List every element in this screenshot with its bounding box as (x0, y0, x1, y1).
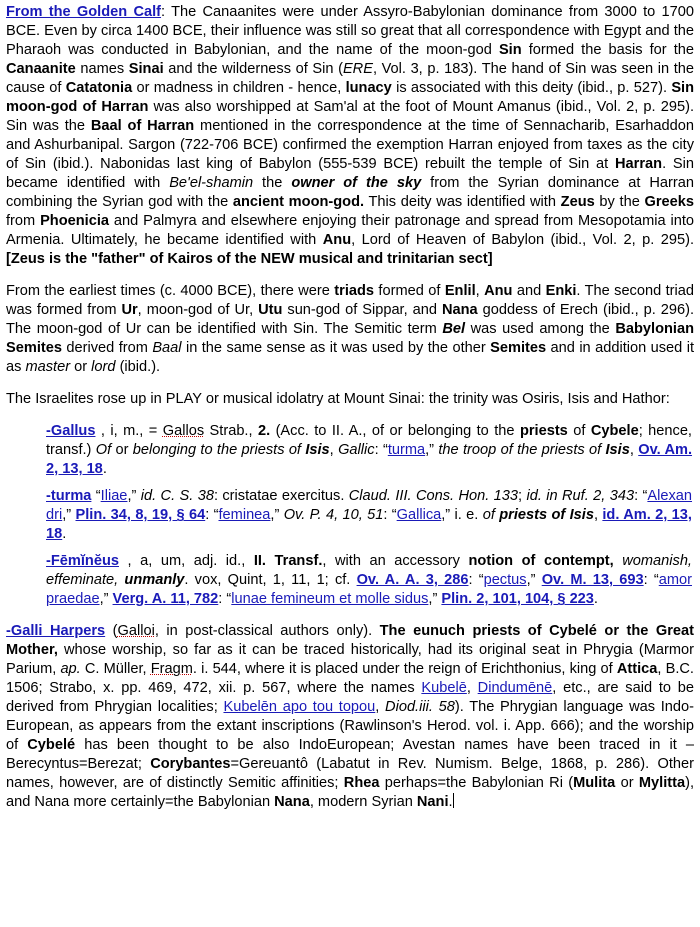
entry-turma: -turma “Iliae,” id. C. S. 38: cristatae exercitus. Claud. III. Cons. Hon. 133; id. in Ruf. 2, 343: “Alexan dri,” Plin. 34, 8, 19, § 64: “feminea,” Ov. P. 4, 10, 51: “Gallica,” i. e. of priests of Isis, id. Am. 2, 13, 18. (46, 488, 693, 542)
link-kubele[interactable]: Kubelē (421, 680, 467, 696)
link-amor-praedae[interactable]: amor praedae (46, 572, 692, 607)
link-iliae[interactable]: Iliae (100, 488, 128, 504)
link-feminea[interactable]: feminea (218, 507, 271, 523)
paragraph-golden-calf: From the Golden Calf: The Canaanites were under Assyro-Babylonian dominance from 3000 to 1700 BCE. Even by circa 1400 BCE, their influence was still so great that all correspondence with Egypt and the Pharaoh was conducted in Babylonian, and the name of the moon-god Sin formed the basis for the Canaanite names Sinai and the wilderness of Sin (ERE, Vol. 3, p. 183). The hand of Sin was seen in the cause of Catatonia or madness in children - hence, lunacy is associated with this deity (ibid., p. 527). Sin moon-god of Harran was also worshipped at Sam'al at the foot of Mount Amanus (ibid., Vol. 2, p. 295). Sin was the Baal of Harran mentioned in the correspondence at the time of Sennacharib, Esarhaddon and Ashurbanipal. Sargon (722-706 BCE) confirmed the exemption Harran enjoyed from taxes as the city of Sin (ibid.). Nabonidas last king of Babylon (555-539 BCE) rebuilt the temple of Sin at Harran. Sin became identified with Be'el-shamin the owner of the sky from the Syrian dominance at Harran combining the Syrian god with the ancient moon-god. This deity was identified with Zeus by the Greeks from Phoenicia and Palmyra and elsewhere enjoying their patronage and spread from Mesopotamia into Armenia. Ultimately, he became identified with Anu, Lord of Heaven of Babylon (ibid., Vol. 2, p. 295). [Zeus is the "father" of Kairos of the NEW musical and trinitarian sect] (6, 4, 695, 267)
heading-link-golden-calf[interactable]: From the Golden Calf (6, 4, 162, 20)
ref-link-ov-am[interactable]: Ov. Am. 2, 13, 18 (46, 442, 693, 477)
ref-link-ov-m[interactable]: Ov. M. 13, 693 (541, 572, 644, 588)
link-gallica[interactable]: Gallica (396, 507, 442, 523)
heading-link-galli-harpers[interactable]: -Galli Harpers (6, 623, 106, 639)
link-turma[interactable]: turma (387, 442, 426, 458)
link-kubelen[interactable]: Kubelēn apo tou topou (223, 699, 376, 715)
paragraph-triads: From the earliest times (c. 4000 BCE), there were triads formed of Enlil, Anu and Enki. The second triad was formed from Ur, moon-god of Ur, Utu sun-god of Sippar, and Nana goddess of Erech (ibid., p. 296). The moon-god of Ur can be identified with Sin. The Semitic term Bel was used among the Babylonian Semites derived from Baal in the same sense as it was used by the other Semites and in addition used it as master or lord (ibid.). (6, 283, 695, 375)
link-dindumene[interactable]: Dindumēnē (477, 680, 553, 696)
ref-link-verg[interactable]: Verg. A. 11, 782 (112, 591, 219, 607)
link-pectus[interactable]: pectus (483, 572, 527, 588)
entry-link-gallus[interactable]: -Gallus (46, 423, 96, 439)
ref-link-plin-34[interactable]: Plin. 34, 8, 19, § 64 (75, 507, 206, 523)
entry-link-femineus[interactable]: -Fēmĭnĕus (46, 553, 119, 569)
paragraph-israelites: The Israelites rose up in PLAY or musical idolatry at Mount Sinai: the trinity was Osiris, Isis and Hathor: (6, 391, 670, 407)
paragraph-galli-harpers: -Galli Harpers (Galloi, in post-classical authors only). The eunuch priests of Cybelé or the Great Mother, whose worship, so far as it can be traced historically, had its original seat in Phrygia (Marmor Parium, ap. C. Müller, Fragm. i. 544, where it is placed under the reign of Erichthonius, king of Attica, B.C. 1506; Strabo, x. pp. 469, 472, xii. p. 567, where the names Kubelē, Dindumēnē, etc., are said to be derived from Phrygian localities; Kubelēn apo tou topou, Diod.iii. 58). The Phrygian language was Indo-European, as appears from the extant inscriptions (Rawlinson's Herod. vol. i. App. 666); and the worship of Cybelé has been thought to be also IndoEuropean; Avestan names have been traced in it –Berecyntus=Berezat; Corybantes=Gereuantô (Labatut in Rev. Numism. Belge, 1868, p. 286). Other names, however, are of distinctly Semitic affinities; Rhea perhaps=the Babylonian Ri (Mulita or Mylitta), and Nana more certainly=the Babylonian Nana, modern Syrian Nani. (6, 623, 695, 810)
ref-link-ov-aa[interactable]: Ov. A. A. 3, 286 (356, 572, 469, 588)
link-lunae[interactable]: lunae femineum et molle sidus (231, 591, 429, 607)
entry-link-turma[interactable]: -turma (46, 488, 92, 504)
ref-link-plin-2[interactable]: Plin. 2, 101, 104, § 223 (441, 591, 594, 607)
text-cursor (453, 793, 454, 808)
ref-link-id-am[interactable]: id. Am. 2, 13, 18 (46, 507, 692, 542)
entry-gallus: -Gallus , i, m., = Gallos Strab., 2. (Acc. to II. A., of or belonging to the priests of Cybele; hence, transf.) Of or belonging to the priests of Isis, Gallic: “turma,” the troop of the priests of Isis, Ov. Am. 2, 13, 18. (46, 423, 693, 477)
link-alexandri[interactable]: Alexan dri (46, 488, 693, 523)
zeus-father-note: [Zeus is the "father" of Kairos of the NEW musical and trinitarian sect] (6, 251, 493, 267)
entry-femineus: -Fēmĭnĕus , a, um, adj. id., II. Transf., with an accessory notion of contempt, womanish, effeminate, unmanly. vox, Quint, 1, 11, 1; cf. Ov. A. A. 3, 286: “pectus,” Ov. M. 13, 693: “amor praedae,” Verg. A. 11, 782: “lunae femineum et molle sidus,” Plin. 2, 101, 104, § 223. (46, 553, 692, 607)
